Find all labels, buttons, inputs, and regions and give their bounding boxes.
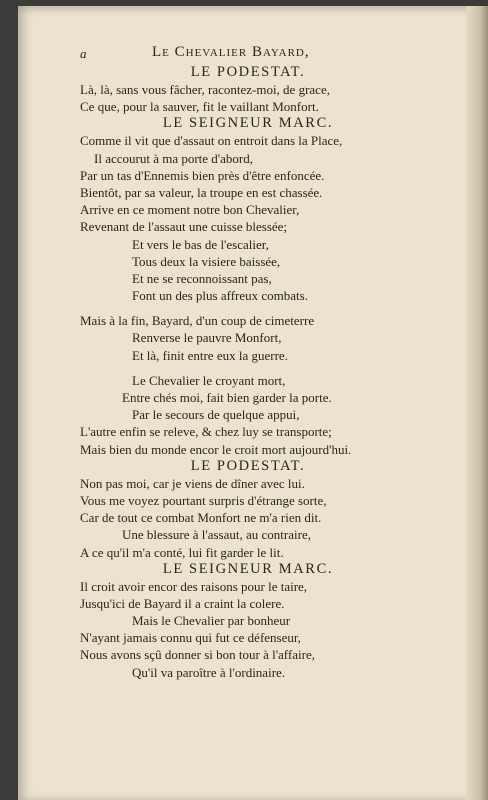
verse-line: Non pas moi, car je viens de dîner avec lui.: [80, 475, 305, 491]
speaker-name: LE SEIGNEUR MARC.: [162, 115, 334, 132]
speaker-name: LE PODESTAT.: [190, 457, 306, 474]
verse-line: Jusqu'ici de Bayard il a craint la colere.: [80, 595, 285, 611]
book-page: [18, 6, 488, 800]
running-title: Le Chevalier Bayard,: [152, 44, 310, 60]
stanza-gap: [80, 364, 410, 372]
verse-line: Renverse le pauvre Monfort,: [132, 330, 282, 346]
verse-line: Bientôt, par sa valeur, la troupe en est chassée.: [80, 184, 323, 200]
verse-line: Une blessure à l'assaut, au contraire,: [122, 527, 311, 543]
verse-line: Mais bien du monde encor le croit mort aujourd'hui.: [80, 441, 352, 457]
verse-line: A ce qu'il m'a conté, lui fit garder le lit.: [80, 544, 284, 560]
verse-line: Car de tout ce combat Monfort ne m'a rien dit.: [80, 510, 322, 526]
verse-line: Vous me voyez pourtant surpris d'étrange sorte,: [80, 492, 327, 508]
verse-line: Ce que, pour la sauver, fit le vaillant Monfort.: [80, 99, 319, 115]
speaker-name: LE PODESTAT.: [190, 64, 306, 80]
verse-line: Tous deux la visiere baissée,: [132, 253, 281, 269]
page-gutter: [466, 6, 488, 800]
verse-line: Entre chés moi, fait bien garder la porte.: [122, 390, 332, 405]
verse-line: Revenant de l'assaut une cuisse blessée;: [80, 219, 288, 235]
verse-line: Arrive en ce moment notre bon Chevalier,: [80, 202, 300, 218]
page-text-block: [80, 44, 410, 681]
verse-line: Là, là, sans vous fâcher, racontez-moi, de grace,: [80, 82, 330, 97]
verse-line: Et vers le bas de l'escalier,: [132, 236, 269, 252]
verse-line: Font un des plus affreux combats.: [132, 288, 308, 304]
stanza-gap: [80, 304, 410, 312]
verse-line: Et ne se reconnoissant pas,: [132, 270, 272, 286]
verse-lines: [80, 64, 410, 681]
verse-line: Mais le Chevalier par bonheur: [132, 613, 291, 629]
verse-line: Il croit avoir encor des raisons pour le taire,: [80, 578, 308, 594]
verse-line: Nous avons sçû donner si bon tour à l'affaire,: [80, 647, 315, 663]
verse-line: Par un tas d'Ennemis bien près d'être enfoncée.: [80, 167, 325, 183]
verse-line: N'ayant jamais connu qui fut ce défenseur,: [80, 630, 301, 646]
verse-line: L'autre enfin se releve, & chez luy se transporte;: [80, 424, 332, 440]
verse-line: Le Chevalier le croyant mort,: [132, 372, 286, 388]
speaker-name: LE SEIGNEUR MARC.: [162, 560, 334, 577]
verse-line: Il accourut à ma porte d'abord,: [94, 150, 253, 166]
verse-line: Comme il vit que d'assaut on entroit dans la Place,: [80, 133, 343, 149]
verse-line: Qu'il va paroître à l'ordinaire.: [132, 664, 286, 680]
page-number: a: [80, 46, 88, 61]
verse-line: Mais à la fin, Bayard, d'un coup de cimeterre: [80, 313, 315, 329]
running-header: [80, 44, 410, 64]
verse-line: Par le secours de quelque appui,: [132, 407, 300, 423]
verse-line: Et là, finit entre eux la guerre.: [132, 347, 288, 363]
